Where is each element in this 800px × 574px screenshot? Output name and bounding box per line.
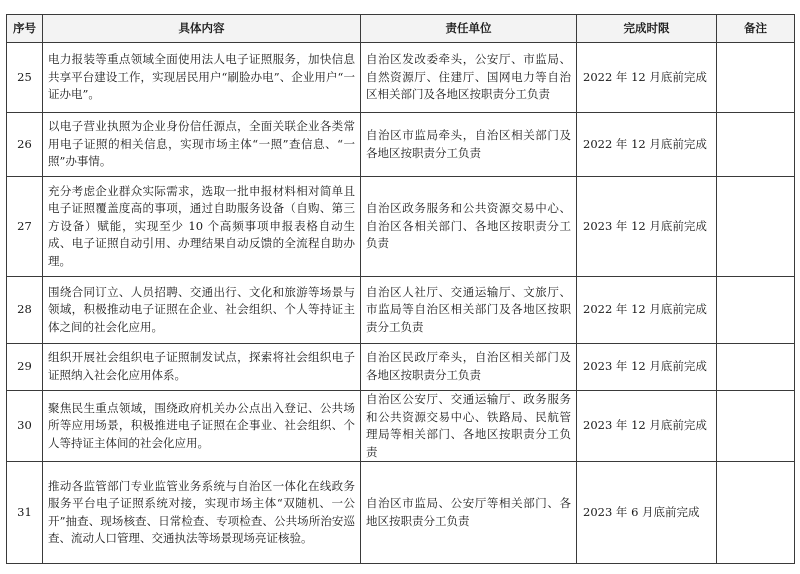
- row-deadline: 2023 年 12 月底前完成: [577, 344, 717, 391]
- row-unit: 自治区市监局、公安厅等相关部门、各地区按职责分工负责: [361, 462, 577, 564]
- row-note: [717, 391, 795, 462]
- row-num: 25: [7, 43, 43, 113]
- row-deadline: 2023 年 12 月底前完成: [577, 391, 717, 462]
- row-deadline: 2023 年 6 月底前完成: [577, 462, 717, 564]
- row-note: [717, 43, 795, 113]
- row-unit: 自治区公安厅、交通运输厅、政务服务和公共资源交易中心、铁路局、民航管理局等相关部门、各地区按职责分工负责: [361, 391, 577, 462]
- header-deadline: 完成时限: [577, 15, 717, 43]
- row-note: [717, 177, 795, 277]
- row-num: 30: [7, 391, 43, 462]
- header-content: 具体内容: [43, 15, 361, 43]
- table-header-row: [7, 15, 795, 43]
- row-content: 组织开展社会组织电子证照制发试点，探索将社会组织电子证照纳入社会化应用体系。: [43, 344, 361, 391]
- table-row: [7, 391, 795, 462]
- row-num: 26: [7, 113, 43, 177]
- row-unit: 自治区民政厅牵头，自治区相关部门及各地区按职责分工负责: [361, 344, 577, 391]
- row-deadline: 2022 年 12 月底前完成: [577, 43, 717, 113]
- row-note: [717, 113, 795, 177]
- row-content: 充分考虑企业群众实际需求，选取一批申报材料相对简单且电子证照覆盖度高的事项，通过自助服务设备（自购、第三方设备）赋能，实现至少 10 个高频事项申报表格自动生成、电子证照自动引用、办理结果自动反馈的全流程自助办理。: [43, 177, 361, 277]
- row-unit: 自治区政务服务和公共资源交易中心、自治区各相关部门、各地区按职责分工负责: [361, 177, 577, 277]
- table-row: [7, 43, 795, 113]
- table-row: [7, 113, 795, 177]
- row-content: 电力报装等重点领域全面使用法人电子证照服务，加快信息共享平台建设工作，实现居民用户“刷脸办电”、企业用户“一证办电”。: [43, 43, 361, 113]
- row-num: 27: [7, 177, 43, 277]
- task-table: [6, 14, 795, 564]
- table-row: [7, 462, 795, 564]
- header-unit: 责任单位: [361, 15, 577, 43]
- row-num: 29: [7, 344, 43, 391]
- row-num: 31: [7, 462, 43, 564]
- row-note: [717, 462, 795, 564]
- table-row: [7, 277, 795, 344]
- row-deadline: 2022 年 12 月底前完成: [577, 113, 717, 177]
- table-row: [7, 177, 795, 277]
- header-note: 备注: [717, 15, 795, 43]
- row-content: 聚焦民生重点领域，围绕政府机关办公点出入登记、公共场所等应用场景，积极推进电子证照在企事业、社会组织、个人等持证主体间的社会化应用。: [43, 391, 361, 462]
- header-num: 序号: [7, 15, 43, 43]
- row-unit: 自治区市监局牵头，自治区相关部门及各地区按职责分工负责: [361, 113, 577, 177]
- row-content: 推动各监管部门专业监管业务系统与自治区一体化在线政务服务平台电子证照系统对接，实现市场主体“双随机、一公开”抽查、现场核查、日常检查、专项检查、公共场所治安巡查、流动人口管理、交通执法等场景现场亮证核验。: [43, 462, 361, 564]
- row-content: 以电子营业执照为企业身份信任源点，全面关联企业各类常用电子证照的相关信息，实现市场主体“一照”查信息、“一照”办事情。: [43, 113, 361, 177]
- row-num: 28: [7, 277, 43, 344]
- row-unit: 自治区发改委牵头，公安厅、市监局、自然资源厅、住建厅、国网电力等自治区相关部门及各地区按职责分工负责: [361, 43, 577, 113]
- row-note: [717, 277, 795, 344]
- row-unit: 自治区人社厅、交通运输厅、文旅厅、市监局等自治区相关部门及各地区按职责分工负责: [361, 277, 577, 344]
- row-deadline: 2023 年 12 月底前完成: [577, 177, 717, 277]
- row-content: 围绕合同订立、人员招聘、交通出行、文化和旅游等场景与领域，积极推动电子证照在企业、社会组织、个人等持证主体之间的社会化应用。: [43, 277, 361, 344]
- row-note: [717, 344, 795, 391]
- table-row: [7, 344, 795, 391]
- row-deadline: 2022 年 12 月底前完成: [577, 277, 717, 344]
